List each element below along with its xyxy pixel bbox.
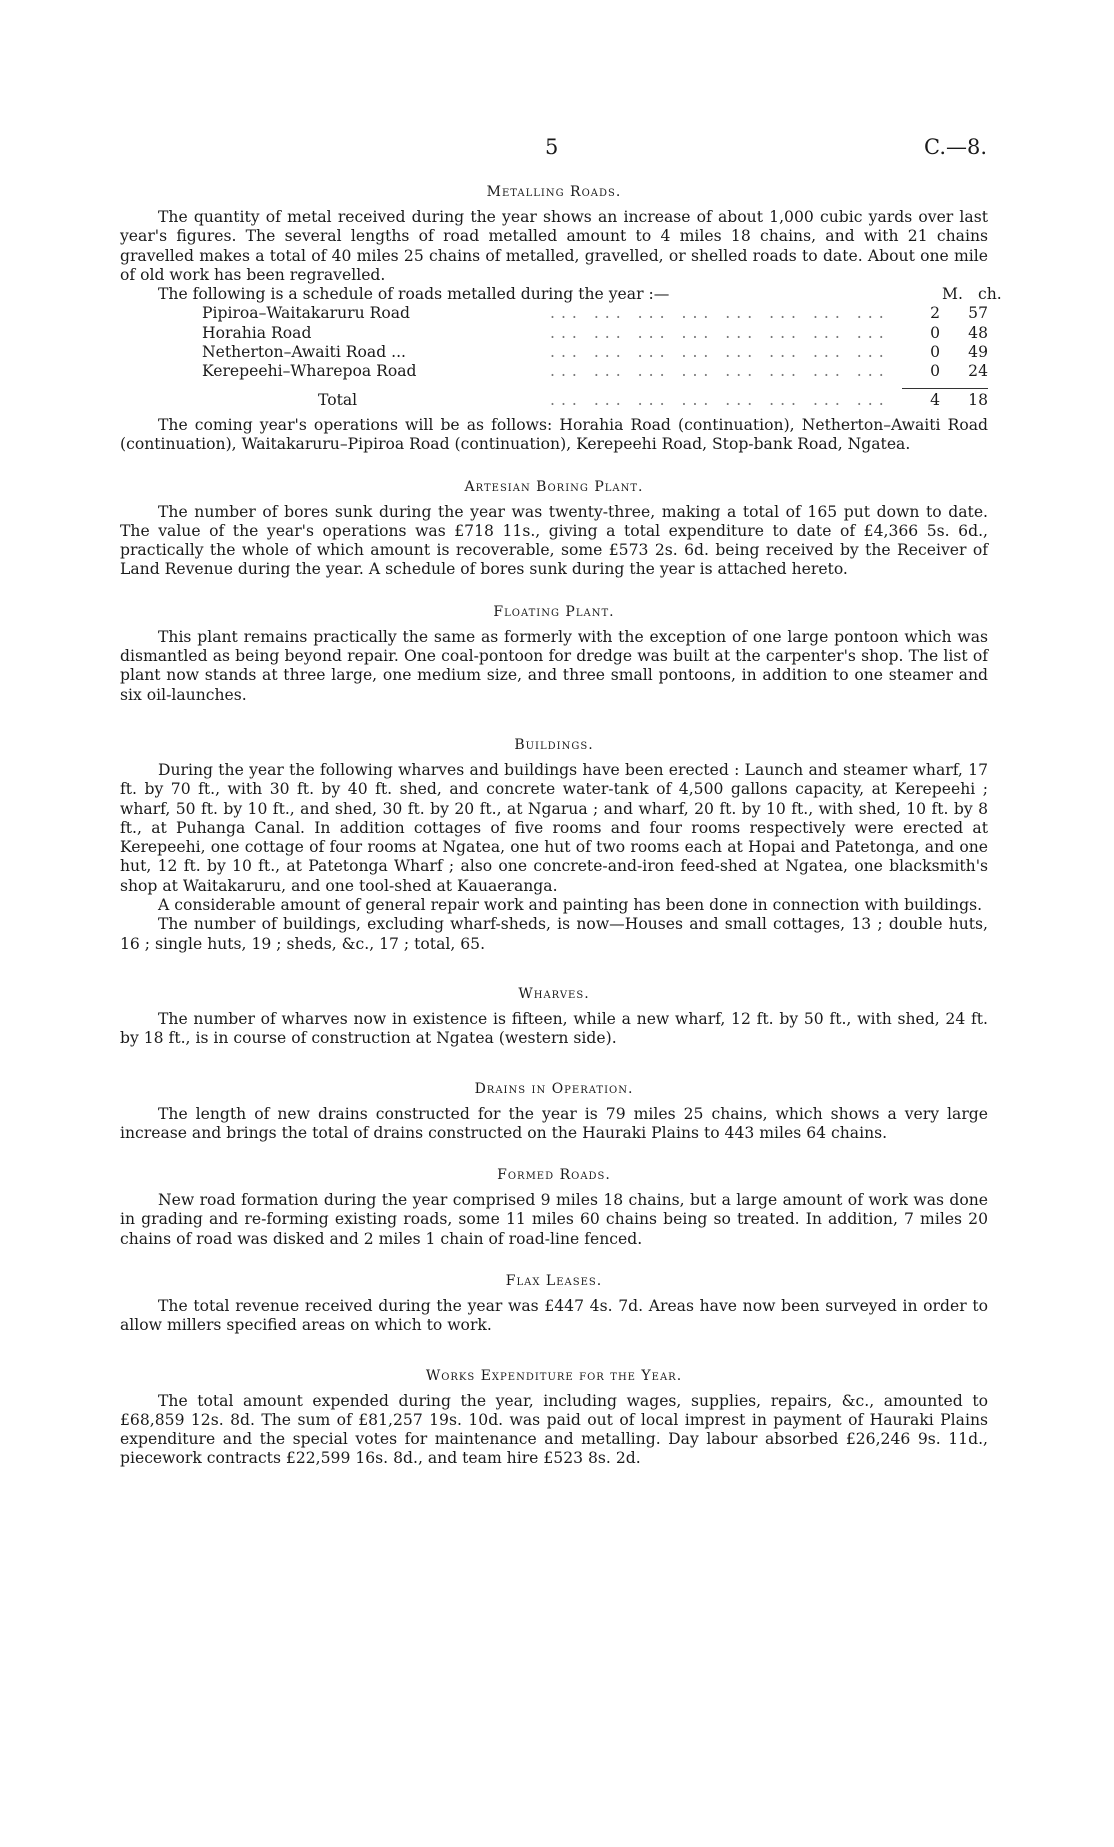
floating-paragraph: This plant remains practically the same as formerly with the exception of one large pontoon which was dismantled as being beyond repair. One coal-pontoon for dredge was built at the carpenter's shop. The list of plant now stands at three large, one medium size, and three small pontoons, in addition to one steamer and six oil-launches. [120,627,988,704]
column-header-miles: M. [942,285,963,304]
document-reference: C.—8. [924,135,988,159]
roads-schedule-intro: The following is a schedule of roads metalled during the year :— [158,285,670,304]
heading-works-expenditure: Works Expenditure for the Year. [425,1367,683,1384]
road-miles: 0 [930,323,940,342]
section-works-expenditure [120,1366,988,1469]
road-miles: 0 [930,343,940,362]
leader-dots: ... ... ... ... ... ... ... ... [550,362,890,381]
heading-buildings: Buildings. [514,736,594,753]
column-header-chains: ch. [978,285,1002,304]
leader-dots: ... ... ... ... ... ... ... ... [550,390,890,409]
section-buildings [120,735,988,954]
heading-artesian-boring-plant: Artesian Boring Plant. [464,478,644,495]
section-formed-roads [120,1165,988,1249]
flax-leases-paragraph: The total revenue received during the year was £447 4s. 7d. Areas have now been surveyed in order to allow millers specified areas on which to work. [120,1296,988,1335]
heading-wharves: Wharves. [518,985,590,1002]
wharves-paragraph: The number of wharves now in existence is fifteen, while a new wharf, 12 ft. by 50 ft., with shed, 24 ft. by 18 ft., is in course of construction at Ngatea (western side). [120,1009,988,1048]
road-name: Netherton–Awaiti Road ... [202,343,406,362]
road-chains: 49 [968,343,988,362]
heading-drains-in-operation: Drains in Operation. [474,1080,634,1097]
table-row [120,362,988,381]
works-expenditure-paragraph: The total amount expended during the year, including wages, supplies, repairs, &c., amounted to £68,859 12s. 8d. The sum of £81,257 19s. 10d. was paid out of local imprest in payment of Hauraki Plains expenditure and the special votes for maintenance and metalling. Day labour absorbed £26,246 9s. 11d., piecework contracts £22,599 16s. 8d., and team hire £523 8s. 2d. [120,1391,988,1468]
total-miles: 4 [930,390,940,409]
road-chains: 57 [968,304,988,323]
section-wharves [120,984,988,1049]
road-chains: 24 [968,362,988,381]
leader-dots: ... ... ... ... ... ... ... ... [550,343,890,362]
formed-roads-paragraph: New road formation during the year comprised 9 miles 18 chains, but a large amount of work was done in grading and re-forming existing roads, some 11 miles 60 chains being so treated. In addition, 7 miles 20 chains of road was disked and 2 miles 1 chain of road-line fenced. [120,1191,988,1248]
table-row [120,304,988,323]
table-row [120,343,988,362]
heading-floating-plant: Floating Plant. [493,603,615,620]
road-name: Kerepeehi–Wharepoa Road [202,362,417,381]
roads-schedule-header [120,285,1002,304]
table-row [120,324,988,343]
section-metalling-roads [120,182,1002,455]
heading-metalling-roads: Metalling Roads. [486,184,622,200]
total-label: Total [318,390,358,409]
section-floating-plant [120,602,988,705]
metalling-paragraph-1: The quantity of metal received during the year shows an increase of about 1,000 cubic yards over last year's figures. The several lengths of road metalled amount to 4 miles 18 chains, and with 21 chains gravelled makes a total of 40 miles 25 chains of metalled, gravelled, or shelled roads to date. About one mile of old work has been regravelled. [120,208,988,284]
heading-flax-leases: Flax Leases. [505,1272,603,1289]
artesian-paragraph: The number of bores sunk during the year was twenty-three, making a total of 165 put down to date. The value of the year's operations was £718 11s., giving a total expenditure to date of £4,366 5s. 6d., practically the whole of which amount is recoverable, some £573 2s. 6d. being received by the Receiver of Land Revenue during the year. A schedule of bores sunk during the year is attached hereto. [120,502,988,579]
section-flax-leases [120,1271,988,1336]
buildings-paragraph-3: The number of buildings, excluding wharf-sheds, is now—Houses and small cottages, 13 ; double huts, 16 ; single huts, 19 ; sheds, &c., 17 ; total, 65. [120,915,988,953]
road-name: Pipiroa–Waitakaruru Road [202,304,411,323]
leader-dots: ... ... ... ... ... ... ... ... [550,323,890,342]
metalling-paragraph-2: The coming year's operations will be as follows: Horahia Road (continuation), Netherton–Awaiti Road (continuation), Waitakaruru–Pipiroa Road (continuation), Kerepeehi Road, Stop-bank Road, Ngatea. [120,415,988,454]
roads-schedule-table [120,285,1002,410]
buildings-paragraph-1: During the year the following wharves and buildings have been erected : Launch and steamer wharf, 17 ft. by 70 ft., with 30 ft. by 40 ft. shed, and concrete water-tank of 4,500 gallons capacity, at Kerepeehi ; wharf, 50 ft. by 10 ft., and shed, 30 ft. by 20 ft., at Ngarua ; and wharf, 20 ft. by 10 ft., with shed, 10 ft. by 8 ft., at Puhanga Canal. In addition cottages of five rooms and four rooms respectively were erected at Kerepeehi, one cottage of four rooms at Ngatea, one hut of two rooms each at Hopai and Patetonga, and one hut, 12 ft. by 10 ft., at Patetonga Wharf ; also one concrete-and-iron feed-shed at Ngatea, one blacksmith's shop at Waitakaruru, and one tool-shed at Kauaeranga. [120,760,988,895]
total-chains: 18 [968,390,988,409]
section-artesian-boring-plant [120,477,988,580]
road-miles: 0 [930,362,940,381]
leader-dots: ... ... ... ... ... ... ... ... [550,304,890,323]
total-row [120,391,988,410]
document-body [120,182,1002,1469]
road-chains: 48 [968,323,988,342]
road-miles: 2 [930,304,940,323]
heading-formed-roads: Formed Roads. [497,1167,611,1184]
road-name: Horahia Road [202,323,312,342]
page-number: 5 [545,135,559,159]
total-rule-row [120,382,988,391]
section-drains-in-operation [120,1079,988,1144]
drains-paragraph: The length of new drains constructed for the year is 79 miles 25 chains, which shows a very large increase and brings the total of drains constructed on the Hauraki Plains to 443 miles 64 chains. [120,1104,988,1142]
buildings-paragraph-2: A considerable amount of general repair work and painting has been done in connection with buildings. [158,896,983,915]
